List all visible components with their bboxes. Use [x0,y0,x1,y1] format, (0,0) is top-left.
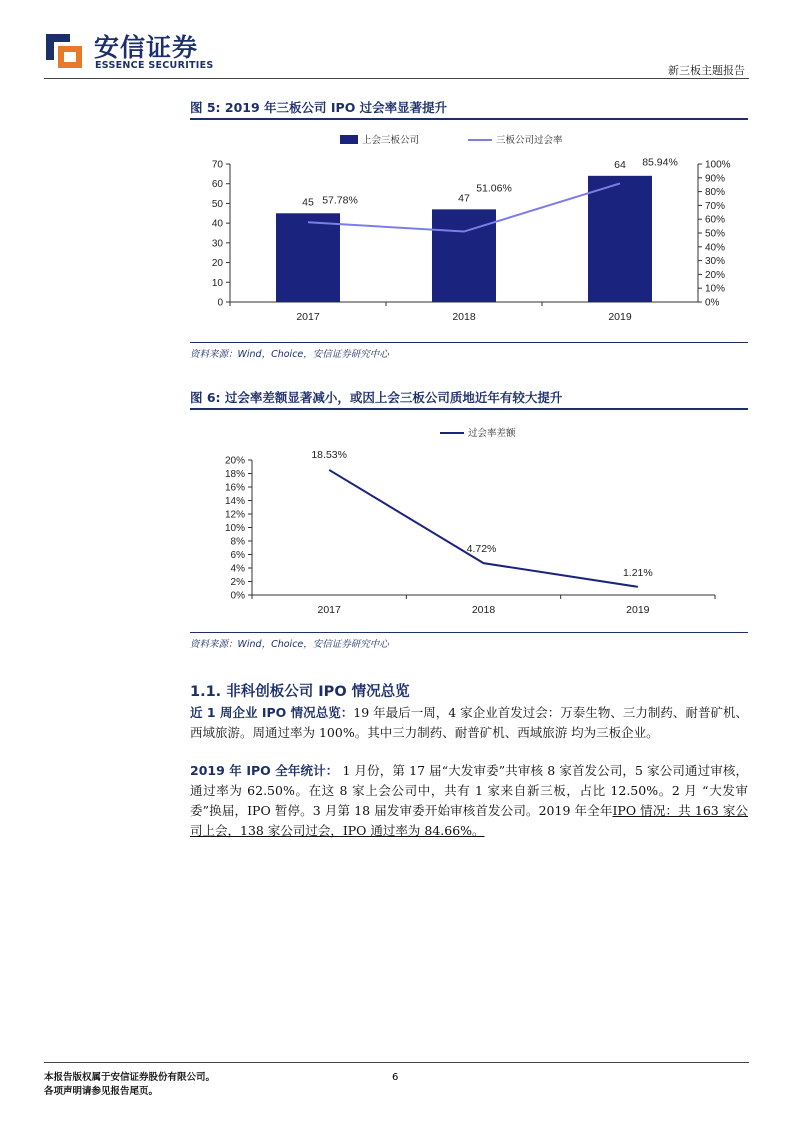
y-left-tick-label: 20 [211,258,223,270]
figure5-bottom-rule [190,342,748,343]
y-tick-label: 4% [230,563,245,575]
page-number: 6 [392,1072,399,1083]
bar-value-label: 64 [614,158,626,171]
y-left-tick-label: 40 [211,218,223,230]
figure5-top-rule [190,118,748,120]
y-right-tick-label: 30% [705,256,726,268]
figure6-chart [190,414,748,630]
paragraph-annual-body: 1 月份，第 17 届“大发审委”共审核 8 家首发公司，5 家公司通过审核，通过率为 62.50%。在这 8 家上会公司中，共有 1 家来自新三板，占比 12.50%。2 月 “大发审委”换届，IPO 暂停。3 月第 18 届发审委开始审核首发公司。2019 年全年 [190,763,748,818]
y-tick-label: 0% [230,590,245,602]
y-tick-label: 8% [230,536,245,548]
bar-value-label: 45 [302,196,314,209]
paragraph-weekly-body: 19 年最后一周，4 家企业首发过会：万泰生物、三力制药、耐普矿机、西域旅游。周通过率为 100%。其中三力制药、耐普矿机、西域旅游 均为三板企业。 [190,705,749,740]
y-left-tick-label: 60 [211,179,223,191]
y-tick-label: 16% [224,482,245,494]
paragraph-weekly-ipo [190,703,748,743]
y-right-tick-label: 90% [705,173,726,185]
line-value-label: 85.94% [642,156,678,169]
y-tick-label: 14% [224,496,245,507]
y-right-tick-label: 50% [705,228,726,240]
bar-value-label: 47 [458,192,470,205]
figure6-bottom-rule [190,632,748,633]
y-right-tick-label: 40% [705,242,726,254]
y-tick-label: 18% [224,469,245,480]
brand-logo-icon [44,30,84,70]
line-value-label: 57.78% [322,194,358,207]
footer-copyright: 本报告版权属于安信证券股份有限公司。 [44,1072,216,1083]
y-left-tick-label: 10 [211,277,223,289]
paragraph-annual-ipo [190,761,748,841]
report-type: 新三板主题报告 [668,64,745,77]
bar [276,213,340,302]
y-right-tick-label: 80% [705,187,726,199]
y-right-tick-label: 100% [705,159,731,171]
y-left-tick-label: 30 [211,238,223,250]
y-right-tick-label: 0% [705,297,720,309]
x-tick-label: 2018 [452,311,476,323]
footer-divider [44,1062,749,1063]
x-tick-label: 2019 [626,604,650,616]
paragraph-annual-underlined: IPO 情况：共 163 家公司上会，138 家公司过会，IPO 通过率为 84.66%。 [190,803,748,838]
legend-swatch-bar [340,135,358,144]
bar [588,176,652,302]
brand-name-cn: 安信证券 [94,33,199,62]
header-divider [44,78,749,79]
x-tick-label: 2018 [471,604,496,616]
footer-disclaimer: 各项声明请参见报告尾页。 [44,1086,159,1097]
y-left-tick-label: 70 [211,159,223,171]
y-left-tick-label: 50 [211,198,223,210]
figure5-source: 资料来源：Wind，Choice，安信证券研究中心 [190,349,389,360]
x-tick-label: 2017 [317,604,341,616]
y-tick-label: 20% [224,455,245,467]
y-right-tick-label: 60% [705,214,726,226]
line-value-label: 4.72% [466,543,497,556]
y-right-tick-label: 10% [705,283,726,295]
y-tick-label: 10% [224,523,245,534]
section-title: 1.1. 非科创板公司 IPO 情况总览 [190,684,410,700]
x-tick-label: 2019 [608,311,632,323]
y-tick-label: 6% [230,550,245,561]
y-left-tick-label: 0 [217,297,223,309]
figure6-top-rule [190,408,748,410]
legend-label-line: 三板公司过会率 [496,135,563,146]
legend-label-line: 过会率差额 [468,428,516,439]
y-right-tick-label: 20% [705,269,726,281]
line-series [329,470,638,587]
paragraph-weekly-lead: 近 1 周企业 IPO 情况总览： [190,705,354,720]
y-tick-label: 2% [230,577,245,588]
figure6-source: 资料来源：Wind，Choice，安信证券研究中心 [190,639,389,650]
figure6-title: 图 6: 过会率差额显著减小，或因上会三板公司质地近年有较大提升 [190,390,563,405]
y-right-tick-label: 70% [705,200,726,212]
figure5-chart [190,124,748,340]
bar [432,209,496,302]
line-value-label: 18.53% [311,448,347,461]
line-value-label: 51.06% [476,182,512,195]
y-tick-label: 12% [224,509,245,521]
line-value-label: 1.21% [622,566,653,579]
figure5-title: 图 5: 2019 年三板公司 IPO 过会率显著提升 [190,100,448,115]
x-tick-label: 2017 [296,311,320,323]
brand-name-en: ESSENCE SECURITIES [95,60,214,71]
paragraph-annual-lead: 2019 年 IPO 全年统计： [190,763,339,778]
legend-label-bar: 上会三板公司 [362,135,420,146]
